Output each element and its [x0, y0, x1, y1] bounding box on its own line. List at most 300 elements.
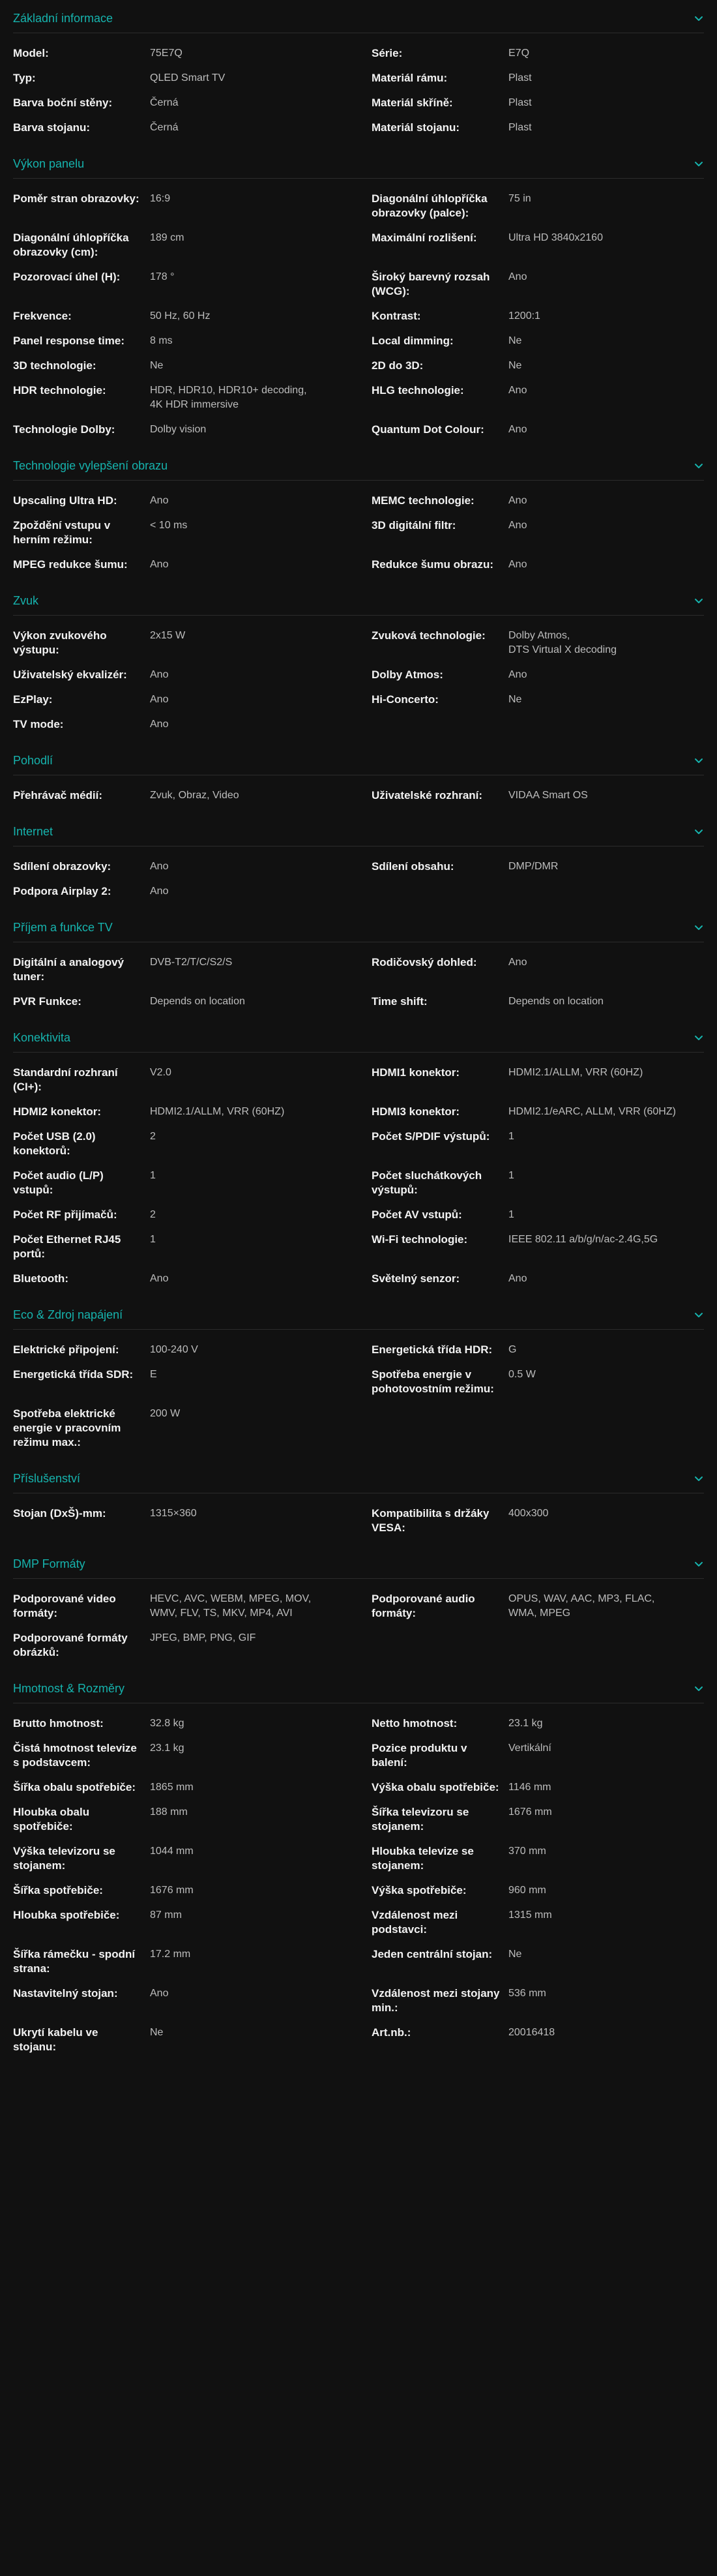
- spec-value: [150, 1800, 372, 1839]
- spec-value: [508, 2020, 704, 2059]
- spec-value-line: 75E7Q: [150, 48, 183, 59]
- spec-value: [508, 1401, 704, 1455]
- chevron-down-icon[interactable]: [694, 1310, 704, 1320]
- section-title: Pohodlí: [13, 753, 53, 767]
- spec-value: [508, 378, 704, 417]
- section-title: Zvuk: [13, 593, 39, 607]
- spec-value: [508, 1501, 704, 1540]
- chevron-down-icon[interactable]: [694, 1032, 704, 1043]
- spec-label: [372, 1626, 508, 1665]
- spec-value: [508, 1338, 704, 1362]
- spec-section: [13, 1023, 704, 1300]
- spec-value: [508, 1775, 704, 1800]
- spec-value: [150, 226, 372, 265]
- spec-value-line: Ano: [150, 719, 169, 730]
- spec-label: Šířka televizoru se stojanem:: [372, 1806, 469, 1833]
- spec-value: [508, 712, 704, 737]
- spec-label: Čistá hmotnost televize s podstavcem:: [13, 1742, 137, 1769]
- spec-label: Sdílení obrazovky:: [13, 860, 111, 873]
- spec-label: Počet RF přijímačů:: [13, 1208, 117, 1221]
- spec-label: Vzdálenost mezi podstavci:: [372, 1909, 458, 1936]
- spec-value-line: 17.2 mm: [150, 1949, 191, 1960]
- section-header[interactable]: [13, 1464, 704, 1493]
- spec-value-line: Černá: [150, 122, 179, 133]
- spec-value-line: < 10 ms: [150, 520, 188, 531]
- spec-label: Šířka rámečku - spodní strana:: [13, 1948, 136, 1975]
- spec-label: [372, 712, 508, 737]
- spec-value-line: VIDAA Smart OS: [508, 790, 588, 801]
- spec-value: [508, 41, 704, 66]
- spec-label: MEMC technologie:: [372, 494, 475, 507]
- spec-value: [150, 1903, 372, 1942]
- spec-value-line: Ne: [508, 335, 522, 346]
- spec-label: Upscaling Ultra HD:: [13, 494, 117, 507]
- spec-value: [508, 329, 704, 353]
- spec-label: Spotřeba elektrické energie v pracovním režimu max.:: [13, 1407, 121, 1448]
- spec-value-line: Plast: [508, 97, 532, 108]
- section-header[interactable]: [13, 817, 704, 846]
- spec-value: [508, 1626, 704, 1665]
- section-title: DMP Formáty: [13, 1557, 85, 1570]
- spec-value: [150, 1060, 372, 1100]
- spec-value-line: HDMI2.1/ALLM, VRR (60HZ): [508, 1067, 643, 1078]
- spec-value-line: Ano: [150, 1273, 169, 1284]
- spec-value: [508, 265, 704, 304]
- spec-value-line: 0.5 W: [508, 1369, 536, 1380]
- spec-value-line: Ano: [508, 957, 527, 968]
- spec-label: [372, 1401, 508, 1455]
- chevron-down-icon[interactable]: [694, 1683, 704, 1694]
- section-title: Eco & Zdroj napájení: [13, 1308, 123, 1321]
- spec-value: [150, 1736, 372, 1775]
- spec-value-line: 1: [150, 1170, 156, 1181]
- spec-section: [13, 746, 704, 817]
- spec-value-line: 1315×360: [150, 1508, 197, 1519]
- section-header[interactable]: [13, 746, 704, 775]
- chevron-down-icon[interactable]: [694, 1473, 704, 1484]
- chevron-down-icon[interactable]: [694, 922, 704, 933]
- spec-label: Zpoždění vstupu v herním režimu:: [13, 519, 111, 546]
- spec-value: [508, 783, 704, 808]
- spec-value: [150, 1626, 372, 1665]
- spec-label: EzPlay:: [13, 693, 53, 706]
- spec-value-line: HDMI2.1/ALLM, VRR (60HZ): [150, 1106, 285, 1117]
- spec-value-line: IEEE 802.11 a/b/g/n/ac-2.4G,5G: [508, 1234, 658, 1245]
- spec-label: Ukrytí kabelu ve stojanu:: [13, 2026, 98, 2053]
- spec-label: Sdílení obsahu:: [372, 860, 454, 873]
- spec-value-line: DTS Virtual X decoding: [508, 644, 617, 655]
- spec-value-line: 536 mm: [508, 1988, 546, 1999]
- spec-label: Výška spotřebiče:: [372, 1884, 467, 1896]
- spec-label: Frekvence:: [13, 310, 72, 322]
- spec-grid: [13, 187, 704, 451]
- spec-value: [508, 687, 704, 712]
- spec-value-line: Ano: [508, 271, 527, 282]
- spec-section: [13, 149, 704, 451]
- spec-label: Netto hmotnost:: [372, 1717, 458, 1730]
- spec-value: [150, 1227, 372, 1266]
- spec-value-line: 1146 mm: [508, 1782, 551, 1793]
- spec-label: Maximální rozlišení:: [372, 232, 477, 244]
- spec-value: [150, 783, 372, 808]
- spec-value-line: WMA, MPEG: [508, 1608, 571, 1619]
- spec-value: [508, 91, 704, 115]
- spec-value: [150, 1124, 372, 1163]
- section-header[interactable]: [13, 4, 704, 33]
- spec-label: Brutto hmotnost:: [13, 1717, 104, 1730]
- spec-value-line: 1: [508, 1170, 514, 1181]
- spec-section: [13, 1300, 704, 1464]
- spec-value-line: DMP/DMR: [508, 861, 559, 872]
- spec-label: Standardní rozhraní (CI+):: [13, 1066, 118, 1093]
- spec-value: [150, 989, 372, 1014]
- spec-value-line: Ne: [508, 694, 522, 705]
- spec-grid: [13, 1338, 704, 1464]
- spec-label: Spotřeba energie v pohotovostním režimu:: [372, 1368, 494, 1395]
- spec-value: [508, 663, 704, 687]
- spec-value-line: G: [508, 1344, 517, 1355]
- spec-label: Poměr stran obrazovky:: [13, 192, 139, 205]
- spec-grid: [13, 1711, 704, 2069]
- spec-label: Diagonální úhlopříčka obrazovky (cm):: [13, 232, 129, 258]
- spec-value-line: Ano: [150, 694, 169, 705]
- spec-value: [508, 1163, 704, 1203]
- spec-label: TV mode:: [13, 718, 64, 730]
- spec-value: [150, 1266, 372, 1291]
- spec-value: [150, 353, 372, 378]
- spec-value: [508, 1227, 704, 1266]
- section-title: Technologie vylepšení obrazu: [13, 458, 168, 472]
- spec-value-line: 2: [150, 1131, 156, 1142]
- section-header[interactable]: [13, 149, 704, 179]
- chevron-down-icon[interactable]: [694, 13, 704, 23]
- spec-value-line: HDR, HDR10, HDR10+ decoding,: [150, 385, 307, 396]
- spec-value: [508, 1266, 704, 1291]
- spec-label: Pozorovací úhel (H):: [13, 271, 121, 283]
- spec-value-line: JPEG, BMP, PNG, GIF: [150, 1632, 256, 1643]
- spec-label: Kontrast:: [372, 310, 421, 322]
- section-header[interactable]: [13, 586, 704, 616]
- spec-label: Technologie Dolby:: [13, 423, 115, 436]
- spec-label: Barva stojanu:: [13, 121, 91, 134]
- spec-value: [508, 1362, 704, 1401]
- spec-label: Přehrávač médií:: [13, 789, 103, 801]
- section-header[interactable]: [13, 1300, 704, 1330]
- spec-value-line: Zvuk, Obraz, Video: [150, 790, 239, 801]
- spec-value-line: 32.8 kg: [150, 1718, 184, 1729]
- spec-value: [508, 513, 704, 552]
- spec-label: Výška obalu spotřebiče:: [372, 1781, 499, 1793]
- spec-value-line: Ano: [508, 559, 527, 570]
- spec-value-line: HEVC, AVC, WEBM, MPEG, MOV,: [150, 1593, 312, 1604]
- spec-value-line: 23.1 kg: [508, 1718, 543, 1729]
- section-title: Hmotnost & Rozměry: [13, 1681, 125, 1695]
- spec-label: Stojan (DxŠ)-mm:: [13, 1507, 106, 1520]
- spec-value-line: 1: [150, 1234, 156, 1245]
- spec-label: Local dimming:: [372, 335, 454, 347]
- spec-value-line: Ano: [508, 385, 527, 396]
- spec-label: Hloubka televize se stojanem:: [372, 1845, 474, 1872]
- spec-label: Počet USB (2.0) konektorů:: [13, 1130, 96, 1157]
- spec-label: Počet sluchátkových výstupů:: [372, 1169, 482, 1196]
- spec-value: [508, 304, 704, 329]
- spec-value: [150, 1100, 372, 1124]
- spec-label: Materiál stojanu:: [372, 121, 460, 134]
- spec-label: Podporované video formáty:: [13, 1593, 116, 1619]
- spec-section: [13, 1674, 704, 2069]
- spec-value: [150, 115, 372, 140]
- spec-label: Energetická třída HDR:: [372, 1343, 493, 1356]
- spec-value: [150, 1711, 372, 1736]
- spec-value-line: Vertikální: [508, 1743, 551, 1754]
- spec-value-line: Depends on location: [150, 996, 245, 1007]
- chevron-down-icon[interactable]: [694, 595, 704, 606]
- spec-label: HLG technologie:: [372, 384, 464, 397]
- spec-value: [150, 1775, 372, 1800]
- spec-label: Pozice produktu v balení:: [372, 1742, 467, 1769]
- spec-value: [150, 663, 372, 687]
- spec-label: 3D technologie:: [13, 359, 96, 372]
- spec-value-line: Ano: [150, 559, 169, 570]
- spec-value-line: 1200:1: [508, 310, 540, 322]
- spec-label: HDMI2 konektor:: [13, 1105, 102, 1118]
- spec-value: [508, 1878, 704, 1903]
- spec-value-line: 2x15 W: [150, 630, 186, 641]
- spec-value-line: Ano: [508, 495, 527, 506]
- spec-label: Šířka spotřebiče:: [13, 1884, 103, 1896]
- spec-value: [150, 687, 372, 712]
- spec-value: [508, 1203, 704, 1227]
- spec-value: [508, 1839, 704, 1878]
- spec-value: [508, 1800, 704, 1839]
- spec-label: 2D do 3D:: [372, 359, 424, 372]
- spec-section: [13, 817, 704, 913]
- spec-value-line: Ano: [150, 886, 169, 897]
- spec-value-line: Ano: [508, 424, 527, 435]
- spec-value: [150, 712, 372, 737]
- spec-value: [150, 304, 372, 329]
- spec-section: [13, 4, 704, 149]
- spec-value: [150, 378, 372, 417]
- spec-label: Hloubka spotřebiče:: [13, 1909, 120, 1921]
- section-title: Příjem a funkce TV: [13, 920, 113, 934]
- spec-value-line: 2: [150, 1209, 156, 1220]
- spec-value-line: HDMI2.1/eARC, ALLM, VRR (60HZ): [508, 1106, 676, 1117]
- spec-grid: [13, 1060, 704, 1300]
- spec-value-line: Černá: [150, 97, 179, 108]
- spec-value: [150, 1942, 372, 1981]
- spec-label: Time shift:: [372, 995, 428, 1008]
- spec-value: [508, 115, 704, 140]
- chevron-down-icon[interactable]: [694, 1559, 704, 1569]
- spec-value-line: Ultra HD 3840x2160: [508, 232, 603, 243]
- spec-value: [150, 513, 372, 552]
- spec-label: Art.nb.:: [372, 2026, 411, 2039]
- spec-section: [13, 1550, 704, 1674]
- section-title: Výkon panelu: [13, 157, 85, 170]
- spec-value: [508, 1100, 704, 1124]
- spec-value: [508, 66, 704, 91]
- spec-label: Materiál skříně:: [372, 97, 453, 109]
- spec-value-line: 16:9: [150, 193, 171, 204]
- spec-label: Podporované formáty obrázků:: [13, 1632, 128, 1658]
- spec-value-line: E7Q: [508, 48, 530, 59]
- spec-grid: [13, 1587, 704, 1674]
- spec-value-line: 50 Hz, 60 Hz: [150, 310, 211, 322]
- spec-value-line: Ano: [150, 495, 169, 506]
- spec-label: Hi-Concerto:: [372, 693, 439, 706]
- spec-label: Redukce šumu obrazu:: [372, 558, 494, 571]
- spec-value-line: Ne: [508, 1949, 522, 1960]
- spec-value-line: QLED Smart TV: [150, 72, 226, 83]
- spec-label: Materiál rámu:: [372, 72, 448, 84]
- spec-label: 3D digitální filtr:: [372, 519, 456, 532]
- spec-value: [508, 552, 704, 577]
- spec-label: Bluetooth:: [13, 1272, 68, 1285]
- spec-value: [508, 1981, 704, 2020]
- spec-value-line: Ano: [508, 669, 527, 680]
- spec-value-line: Ano: [150, 1988, 169, 1999]
- spec-grid: [13, 1501, 704, 1550]
- spec-value-line: Ano: [508, 1273, 527, 1284]
- spec-value: [508, 623, 704, 663]
- spec-section: [13, 1464, 704, 1550]
- spec-grid: [13, 41, 704, 149]
- spec-value: [150, 552, 372, 577]
- spec-value: [508, 1942, 704, 1981]
- spec-label: Digitální a analogový tuner:: [13, 956, 124, 983]
- spec-section: [13, 586, 704, 746]
- spec-label: Nastavitelný stojan:: [13, 1987, 118, 1999]
- spec-value-line: Ano: [150, 669, 169, 680]
- spec-value: [150, 41, 372, 66]
- spec-value: [508, 187, 704, 226]
- spec-value-line: 23.1 kg: [150, 1743, 184, 1754]
- spec-value: [508, 879, 704, 904]
- spec-value: [150, 1338, 372, 1362]
- section-header[interactable]: [13, 1674, 704, 1703]
- spec-value-line: Plast: [508, 122, 532, 133]
- spec-label: Energetická třída SDR:: [13, 1368, 134, 1381]
- section-header[interactable]: [13, 1550, 704, 1579]
- spec-value-line: 100-240 V: [150, 1344, 198, 1355]
- spec-value-line: V2.0: [150, 1067, 171, 1078]
- spec-value: [150, 1587, 372, 1626]
- spec-value-line: 4K HDR immersive: [150, 399, 239, 410]
- chevron-down-icon[interactable]: [694, 158, 704, 169]
- chevron-down-icon[interactable]: [694, 755, 704, 766]
- spec-value: [508, 488, 704, 513]
- spec-label: HDMI1 konektor:: [372, 1066, 460, 1079]
- spec-value: [508, 226, 704, 265]
- spec-value-line: Ne: [150, 2027, 164, 2038]
- spec-label: Diagonální úhlopříčka obrazovky (palce):: [372, 192, 488, 219]
- section-header[interactable]: [13, 913, 704, 942]
- spec-label: Jeden centrální stojan:: [372, 1948, 493, 1960]
- spec-value: [150, 66, 372, 91]
- spec-label: Dolby Atmos:: [372, 668, 443, 681]
- spec-value: [508, 854, 704, 879]
- spec-value-line: Ano: [150, 861, 169, 872]
- spec-value: [508, 1903, 704, 1942]
- spec-value: [150, 329, 372, 353]
- spec-value-line: Ne: [150, 360, 164, 371]
- spec-label: Široký barevný rozsah (WCG):: [372, 271, 490, 297]
- section-title: Internet: [13, 824, 53, 838]
- spec-value: [150, 1163, 372, 1203]
- spec-value: [508, 1736, 704, 1775]
- spec-value-line: 188 mm: [150, 1806, 188, 1818]
- spec-value: [508, 1587, 704, 1626]
- spec-value: [150, 854, 372, 879]
- spec-value: [508, 417, 704, 442]
- spec-label: Podporované audio formáty:: [372, 1593, 475, 1619]
- spec-value: [508, 1060, 704, 1100]
- spec-section: [13, 451, 704, 586]
- spec-value-line: 20016418: [508, 2027, 555, 2038]
- spec-value: [150, 1839, 372, 1878]
- spec-label: MPEG redukce šumu:: [13, 558, 128, 571]
- spec-label: Wi-Fi technologie:: [372, 1233, 468, 1246]
- spec-value-line: 8 ms: [150, 335, 173, 346]
- spec-label: Panel response time:: [13, 335, 125, 347]
- spec-value-line: 1865 mm: [150, 1782, 194, 1793]
- spec-value-line: Dolby vision: [150, 424, 207, 435]
- spec-label: Výška televizoru se stojanem:: [13, 1845, 115, 1872]
- spec-value: [150, 1878, 372, 1903]
- spec-value-line: DVB-T2/T/C/S2/S: [150, 957, 233, 968]
- spec-grid: [13, 854, 704, 913]
- spec-label: Série:: [372, 47, 403, 59]
- spec-label: Výkon zvukového výstupu:: [13, 629, 107, 656]
- spec-value: [508, 1711, 704, 1736]
- chevron-down-icon[interactable]: [694, 826, 704, 837]
- spec-label: Model:: [13, 47, 49, 59]
- spec-label: Barva boční stěny:: [13, 97, 113, 109]
- section-header[interactable]: [13, 1023, 704, 1053]
- spec-grid: [13, 623, 704, 746]
- spec-value: [150, 1981, 372, 2020]
- spec-value-line: 189 cm: [150, 232, 184, 243]
- spec-value-line: Ano: [508, 520, 527, 531]
- spec-value-line: Ne: [508, 360, 522, 371]
- spec-grid: [13, 488, 704, 586]
- spec-value-line: 1315 mm: [508, 1910, 552, 1921]
- chevron-down-icon[interactable]: [694, 460, 704, 471]
- spec-value-line: Dolby Atmos,: [508, 630, 570, 641]
- spec-value: [508, 353, 704, 378]
- spec-value: [150, 265, 372, 304]
- spec-label: HDMI3 konektor:: [372, 1105, 460, 1118]
- section-header[interactable]: [13, 451, 704, 481]
- spec-value: [150, 1203, 372, 1227]
- spec-value: [150, 1362, 372, 1401]
- spec-label: Světelný senzor:: [372, 1272, 460, 1285]
- spec-label: Uživatelské rozhraní:: [372, 789, 483, 801]
- spec-value-line: Depends on location: [508, 996, 604, 1007]
- section-title: Příslušenství: [13, 1471, 81, 1485]
- spec-value: [150, 417, 372, 442]
- spec-value-line: 1676 mm: [150, 1885, 194, 1896]
- spec-value: [150, 91, 372, 115]
- spec-label: Elektrické připojení:: [13, 1343, 119, 1356]
- spec-value: [150, 2020, 372, 2059]
- spec-label: Kompatibilita s držáky VESA:: [372, 1507, 490, 1534]
- spec-label: Uživatelský ekvalizér:: [13, 668, 127, 681]
- spec-value-line: E: [150, 1369, 157, 1380]
- spec-value: [150, 623, 372, 663]
- spec-value-line: 178 °: [150, 271, 175, 282]
